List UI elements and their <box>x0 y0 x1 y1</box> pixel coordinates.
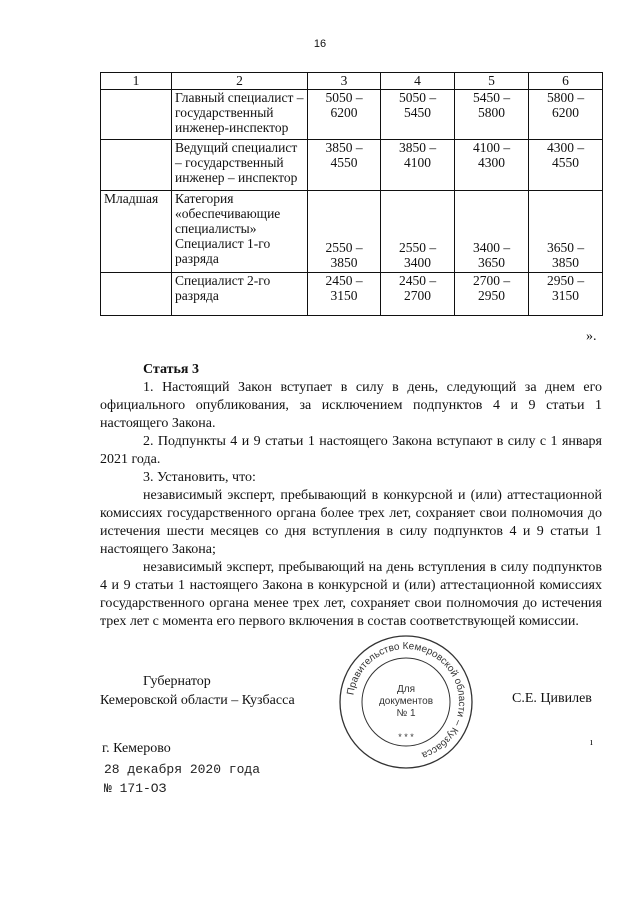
salary-cell: 2450 – 3150 <box>308 273 381 316</box>
signatory-name: С.Е. Цивилев <box>512 691 592 706</box>
table-row <box>101 191 603 273</box>
signature-title-line: Кемеровской области – Кузбасса <box>100 693 295 708</box>
article-paragraph: 3. Установить, что: <box>143 470 256 485</box>
salary-cell: 2950 – 3150 <box>529 273 603 316</box>
salary-cell: 2450 – 2700 <box>381 273 455 316</box>
signature-title-line: Губернатор <box>143 674 211 689</box>
position-cell <box>172 191 308 273</box>
article-heading: Статья 3 <box>143 362 199 377</box>
table-header-row <box>101 73 603 90</box>
article-paragraph: 2. Подпункты 4 и 9 статьи 1 настоящего Закона вступают в силу с 1 января 2021 года. <box>100 434 602 467</box>
seal-center-line: Для <box>396 684 416 695</box>
salary-cell: 2550 – 3400 <box>381 191 455 273</box>
salary-cell: 3850 – 4100 <box>381 140 455 191</box>
column-header: 5 <box>455 73 529 90</box>
article-paragraph: независимый эксперт, пребывающий на день вступления в силу подпунктов 4 и 9 статьи 1 настоящего Закона в конкурсной и (или) аттестационной комиссиях государственного органа менее трех лет, сохраняет свои полномочия до истечения трех лет с момента его первого включения в состав соответствующей комиссии. <box>100 560 602 629</box>
closing-quote: ». <box>586 329 597 344</box>
page-number: 16 <box>313 38 327 50</box>
stray-mark: ı <box>590 737 593 748</box>
category-label: Категория «обеспечивающие специалисты» <box>175 191 281 236</box>
group-cell <box>101 273 172 316</box>
salary-cell: 3400 – 3650 <box>455 191 529 273</box>
salary-cell: 3650 – 3850 <box>529 191 603 273</box>
position-cell: Специалист 2-го разряда <box>172 273 308 316</box>
seal-center-line: № 1 <box>396 708 416 719</box>
column-header: 6 <box>529 73 603 90</box>
group-cell <box>101 140 172 191</box>
article-paragraph: независимый эксперт, пребывающий в конкурсной и (или) аттестационной комиссиях государственного органа более трех лет, сохраняет свои полномочия до истечения шести месяцев со дня вступления в силу подпунктов 4 и 9 статьи 1 настоящего Закона; <box>100 488 602 557</box>
column-header: 1 <box>101 73 172 90</box>
seal-center-line: документов <box>378 696 434 707</box>
salary-cell: 5050 – 6200 <box>308 90 381 140</box>
salary-cell: 5800 – 6200 <box>529 90 603 140</box>
group-cell <box>101 90 172 140</box>
salary-cell: 2700 – 2950 <box>455 273 529 316</box>
city-line: г. Кемерово <box>102 741 171 756</box>
table-row <box>101 140 603 191</box>
group-cell: Младшая <box>101 191 172 273</box>
law-number-stamp: № 171-ОЗ <box>104 781 167 796</box>
position-label: Специалист 1-го разряда <box>175 236 271 266</box>
table-row <box>101 273 603 316</box>
official-seal <box>336 632 476 772</box>
position-cell: Ведущий специалист – государственный инженер – инспектор <box>172 140 308 191</box>
article-3 <box>100 361 602 631</box>
seal-ring-text: Правительство Кемеровской области – Кузбасса <box>345 640 468 761</box>
salary-table <box>100 72 603 316</box>
salary-cell: 5050 – 5450 <box>381 90 455 140</box>
column-header: 3 <box>308 73 381 90</box>
position-cell: Главный специалист – государственный инженер-инспектор <box>172 90 308 140</box>
signature-title <box>100 672 295 710</box>
salary-cell: 4100 – 4300 <box>455 140 529 191</box>
seal-stars: * * * <box>398 732 414 742</box>
date-stamp: 28 декабря 2020 года <box>104 762 261 777</box>
article-paragraph: 1. Настоящий Закон вступает в силу в день, следующий за днем его официального опубликования, за исключением подпунктов 4 и 9 статьи 1 настоящего Закона. <box>100 380 602 431</box>
column-header: 4 <box>381 73 455 90</box>
salary-cell: 4300 – 4550 <box>529 140 603 191</box>
salary-cell: 2550 – 3850 <box>308 191 381 273</box>
column-header: 2 <box>172 73 308 90</box>
table-row <box>101 90 603 140</box>
salary-cell: 3850 – 4550 <box>308 140 381 191</box>
salary-cell: 5450 – 5800 <box>455 90 529 140</box>
